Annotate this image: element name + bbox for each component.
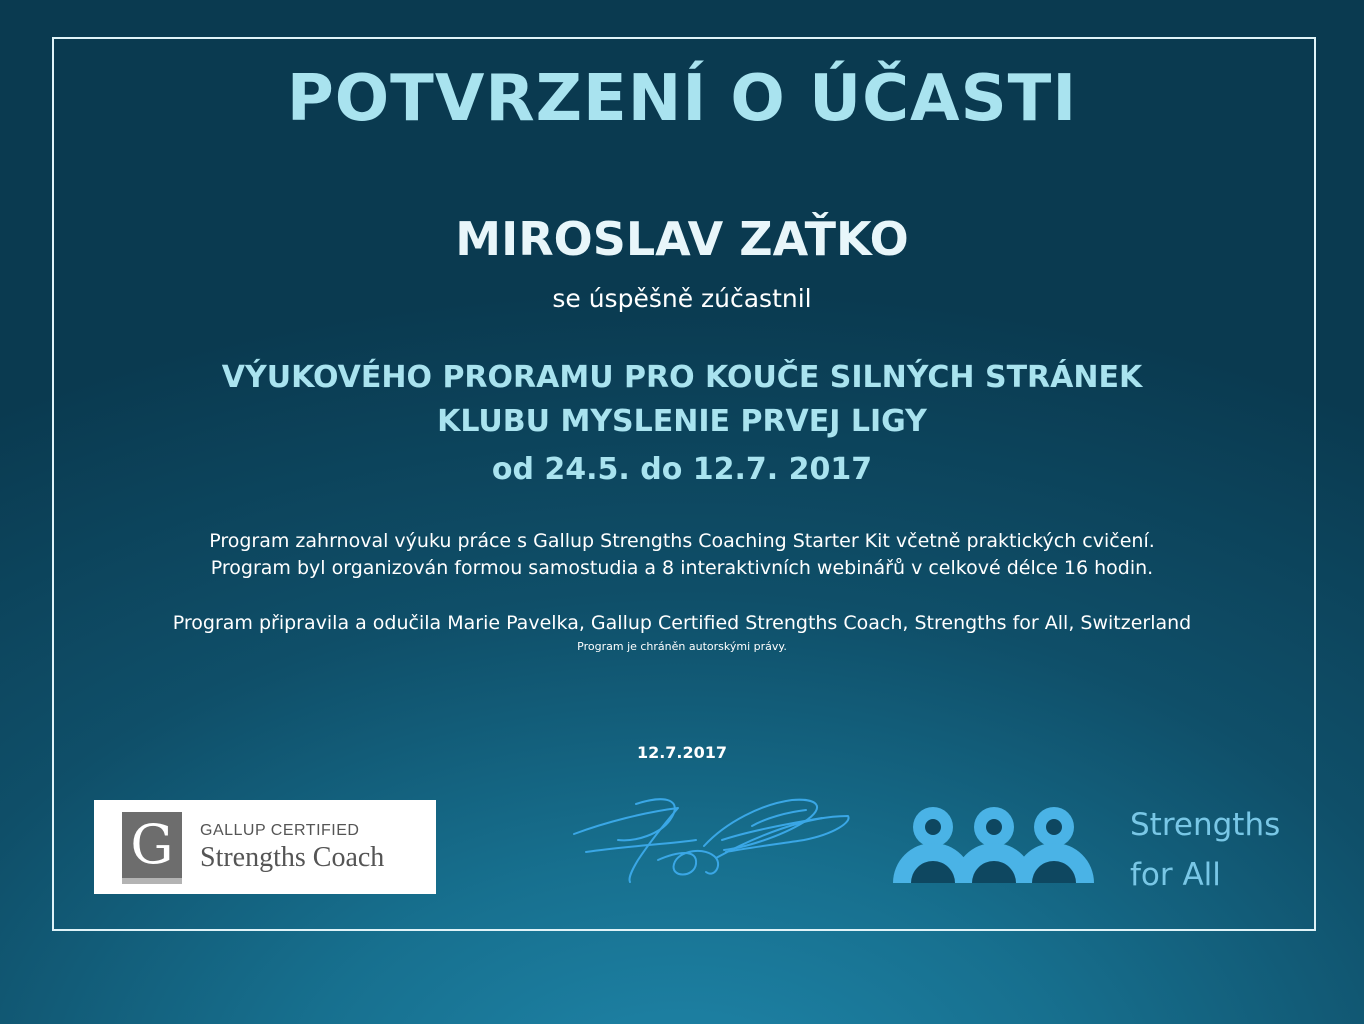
gallup-g-icon: G xyxy=(122,812,182,878)
sfa-line2: for All xyxy=(1130,857,1221,893)
description-line2: Program byl organizován formou samostudia a 8 interaktivních webinářů v celkové délce 16 hodin. xyxy=(210,557,1154,579)
prepared-by-text: Program připravila a odučila Marie Pavelka, Gallup Certified Strengths Coach, Strengths for All, Switzerland xyxy=(172,612,1192,634)
gallup-coach-label: Strengths Coach xyxy=(200,842,385,873)
description-line1: Program zahrnoval výuku práce s Gallup Strengths Coaching Starter Kit včetně praktických cvičení. xyxy=(209,530,1155,552)
program-title-line2: KLUBU MYSLENIE PRVEJ LIGY xyxy=(437,404,927,439)
certificate-date: 12.7.2017 xyxy=(636,743,728,762)
certificate-title: POTVRZENÍ O ÚČASTI xyxy=(286,62,1078,136)
participation-text: se úspěšně zúčastnil xyxy=(552,284,812,313)
strengths-for-all-wordmark xyxy=(1130,800,1280,900)
participant-name: MIROSLAV ZAŤKO xyxy=(455,212,909,266)
signature-icon xyxy=(566,782,856,892)
program-dates: od 24.5. do 12.7. 2017 xyxy=(491,452,873,487)
gallup-certified-logo xyxy=(94,800,436,894)
program-title-line1: VÝUKOVÉHO PRORAMU PRO KOUČE SILNÝCH STRÁNEK xyxy=(221,360,1143,395)
copyright-notice: Program je chráněn autorskými právy. xyxy=(577,640,787,653)
gallup-certified-label: GALLUP CERTIFIED xyxy=(200,822,360,839)
sfa-line1: Strengths xyxy=(1130,807,1281,843)
strengths-for-all-logo-icon xyxy=(893,800,1098,890)
